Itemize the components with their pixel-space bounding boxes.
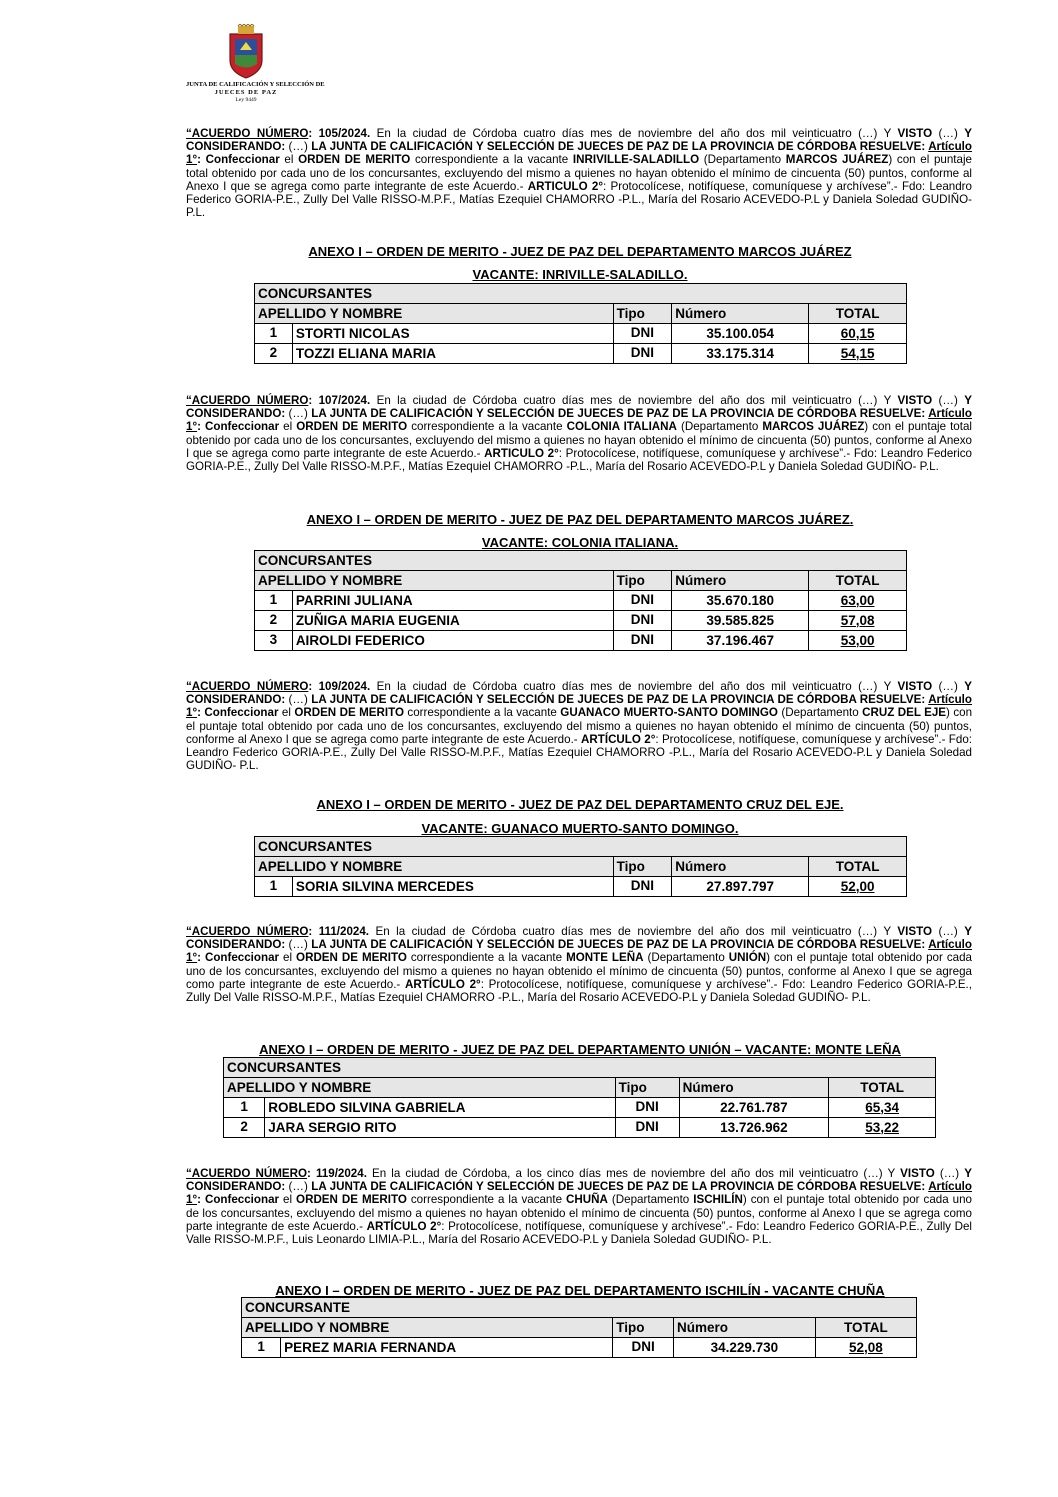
paragraph-run: (…) (285, 693, 312, 707)
paragraph-run: MARCOS JUÁREZ (762, 420, 865, 434)
total-column-header: TOTAL (809, 857, 907, 877)
dni-cell: 22.761.787 (679, 1098, 829, 1118)
paragraph-run: ORDEN DE MERITO (296, 951, 407, 965)
merit-table (223, 1057, 936, 1138)
paragraph-run: (…) (932, 925, 965, 938)
name-column-header: APELLIDO Y NOMBRE (224, 1078, 616, 1098)
paragraph-run: Artículo 1° (186, 407, 972, 434)
logo-line-3: Ley 9449 (235, 97, 257, 103)
anexo-title: ANEXO I – ORDEN DE MERITO - JUEZ DE PAZ DEL DEPARTAMENTO MARCOS JUÁREZ (308, 244, 852, 259)
rank-cell: 1 (255, 877, 293, 897)
dni-cell: 27.897.797 (672, 877, 809, 897)
paragraph-run: : 109/2024. (308, 680, 371, 693)
paragraph-run: (…) (932, 680, 965, 693)
table-row (255, 631, 907, 651)
tipo-cell: DNI (613, 324, 672, 344)
tipo-column-header: Tipo (615, 1078, 679, 1098)
paragraph-run: En la ciudad de Córdoba cuatro días mes de noviembre del año dos mil veinticuatro (…) Y (370, 127, 898, 140)
paragraph-run: En la ciudad de Córdoba cuatro días mes de noviembre del año dos mil veinticuatro (…) Y (369, 925, 898, 938)
tipo-cell: DNI (613, 1338, 674, 1358)
vacante-title: VACANTE: COLONIA ITALIANA. (481, 535, 679, 550)
merit-table (254, 283, 907, 364)
concursantes-header: CONCURSANTE (242, 1298, 917, 1318)
paragraph-run: Artículo 1° (186, 938, 972, 965)
paragraph-run: (Departamento (607, 1193, 694, 1207)
name-column-header: APELLIDO Y NOMBRE (255, 857, 614, 877)
paragraph-run: : 111/2024. (308, 925, 370, 938)
paragraph-run: ORDEN DE MERITO (298, 153, 411, 167)
numero-column-header: Número (679, 1078, 829, 1098)
paragraph-run: UNIÓN (728, 951, 767, 965)
paragraph-run: (Departamento (676, 420, 763, 434)
paragraph-run: (…) (285, 140, 312, 154)
concursantes-header: CONCURSANTES (255, 837, 907, 857)
logo-line-1: JUNTA DE CALIFICACIÓN Y SELECCIÓN DE (186, 81, 325, 88)
paragraph-run: MARCOS JUÁREZ (785, 153, 889, 167)
numero-column-header: Número (672, 304, 809, 324)
paragraph-run: ORDEN DE MERITO (296, 420, 408, 434)
concursantes-header: CONCURSANTES (255, 551, 907, 571)
merit-table (241, 1297, 917, 1358)
table-header-row (255, 284, 907, 304)
tipo-column-header: Tipo (613, 1318, 674, 1338)
paragraph-run: LA JUNTA DE CALIFICACIÓN Y SELECCIÓN DE JUECES DE PAZ DE LA PROVINCIA DE CÓRDOBA RESUELVE: (311, 938, 929, 952)
paragraph-run: VISTO (897, 680, 933, 693)
anexo-title: ANEXO I – ORDEN DE MERITO - JUEZ DE PAZ DEL DEPARTAMENTO MARCOS JUÁREZ. (306, 512, 854, 527)
paragraph-run: VISTO (897, 127, 933, 140)
table-header-row (255, 837, 907, 857)
paragraph-run: ARTÍCULO 2° (581, 732, 656, 746)
paragraph-run: (Departamento (643, 951, 729, 965)
rank-cell: 1 (242, 1338, 281, 1358)
paragraph-run: : 105/2024. (308, 127, 371, 140)
paragraph-run: : Protocolícese, notifíquese, comuníquese y archívese”.- Fdo: Leandro Federico GORIA-P.E., Zully Del Valle RISSO-M.P.F., Luis Leonardo LIMIA-P.L., María del Rosario ACEVEDO-P.L y Daniela Soledad GUDIÑO- P.L. (186, 1219, 973, 1247)
dni-cell: 34.229.730 (673, 1338, 815, 1358)
paragraph-run: (…) (934, 1167, 965, 1180)
table-row (255, 611, 907, 631)
total-cell: 65,34 (829, 1098, 936, 1118)
paragraph-run: : Confeccionar (197, 420, 280, 434)
total-cell: 53,00 (809, 631, 907, 651)
rank-cell: 2 (255, 611, 293, 631)
dni-cell: 39.585.825 (672, 611, 809, 631)
name-column-header: APELLIDO Y NOMBRE (255, 571, 614, 591)
paragraph-run: ) con el puntaje total obtenido por cada uno de los concursantes, excluyendo del mismo a quienes no hayan obtenido el mínimo de cincuenta (50) puntos, conforme al Anexo I que se agrega como parte integrante de este Acuerdo.- (186, 951, 972, 991)
name-cell: TOZZI ELIANA MARIA (292, 344, 613, 364)
paragraph-run: (…) (932, 394, 965, 407)
vacante-title: VACANTE: GUANACO MUERTO-SANTO DOMINGO. (421, 821, 739, 836)
paragraph-run: : Confeccionar (197, 706, 279, 720)
paragraph-run: “ACUERDO NÚMERO (186, 1167, 308, 1180)
total-column-header: TOTAL (829, 1078, 936, 1098)
table-header-row (242, 1298, 917, 1318)
paragraph-run: Y CONSIDERANDO: (186, 394, 972, 421)
merit-table (254, 550, 907, 651)
paragraph-run: ORDEN DE MERITO (294, 706, 404, 720)
total-cell: 52,00 (809, 877, 907, 897)
paragraph-run: En la ciudad de Córdoba cuatro días mes de noviembre del año dos mil veinticuatro (…) Y (370, 394, 898, 407)
column-header-row (242, 1318, 917, 1338)
numero-column-header: Número (672, 571, 809, 591)
acuerdo-paragraph (186, 1167, 972, 1246)
paragraph-run: CHUÑA (566, 1193, 608, 1207)
paragraph-run: : Protocolícese, notifíquese, comuníquese y archívese”.- Fdo: Leandro Federico GORIA-P.E., Zully Del Valle RISSO-M.P.F., Matías Ezequiel CHAMORRO -P.L., María del Rosario ACEVEDO-P.L y Daniela Soledad GUDIÑO- P.L. (186, 977, 972, 1005)
paragraph-run: el (279, 1193, 297, 1207)
paragraph-run: : Confeccionar (197, 153, 280, 167)
paragraph-run: LA JUNTA DE CALIFICACIÓN Y SELECCIÓN DE JUECES DE PAZ DE LA PROVINCIA DE CÓRDOBA RESUELVE: (311, 407, 929, 421)
column-header-row (255, 571, 907, 591)
paragraph-run: correspondiente a la vacante (407, 420, 567, 434)
tipo-column-header: Tipo (613, 857, 672, 877)
column-header-row (255, 304, 907, 324)
name-cell: AIROLDI FEDERICO (292, 631, 613, 651)
paragraph-run: LA JUNTA DE CALIFICACIÓN Y SELECCIÓN DE JUECES DE PAZ DE LA PROVINCIA DE CÓRDOBA RESUELVE: (311, 693, 929, 707)
paragraph-run: Artículo 1° (186, 693, 972, 720)
name-column-header: APELLIDO Y NOMBRE (255, 304, 614, 324)
paragraph-run: Artículo 1° (186, 1180, 972, 1207)
total-cell: 52,08 (815, 1338, 916, 1358)
rank-cell: 3 (255, 631, 293, 651)
column-header-row (255, 857, 907, 877)
paragraph-run: MONTE LEÑA (566, 951, 644, 965)
paragraph-run: el (278, 706, 295, 720)
dni-cell: 33.175.314 (672, 344, 809, 364)
paragraph-run: : Protocolícese, notifíquese, comuníquese y archívese”.- Fdo: Leandro Federico GORIA-P.E., Zully Del Valle RISSO-M.P.F., Matías Ezequiel CHAMORRO -P.L., María del Rosario ACEVEDO-P.L y Daniela Soledad GUDIÑO- P.L. (186, 732, 972, 773)
paragraph-run: (Departamento (777, 706, 863, 720)
tipo-cell: DNI (615, 1098, 679, 1118)
paragraph-run: LA JUNTA DE CALIFICACIÓN Y SELECCIÓN DE JUECES DE PAZ DE LA PROVINCIA DE CÓRDOBA RESUELVE: (311, 1180, 929, 1194)
table-row (242, 1338, 917, 1358)
paragraph-run: (…) (285, 1180, 312, 1194)
paragraph-run: En la ciudad de Córdoba, a los cinco días mes de noviembre del año dos mil veinticuatro (…) Y (366, 1167, 901, 1180)
paragraph-run: CRUZ DEL EJE (862, 706, 947, 720)
paragraph-run: ARTICULO 2° (527, 179, 603, 193)
paragraph-run: Y CONSIDERANDO: (186, 925, 972, 952)
dni-cell: 35.100.054 (672, 324, 809, 344)
paragraph-run: el (279, 420, 297, 434)
total-column-header: TOTAL (809, 571, 907, 591)
concursantes-header: CONCURSANTES (255, 284, 907, 304)
tipo-cell: DNI (613, 611, 672, 631)
paragraph-run: (…) (285, 407, 312, 421)
table-row (255, 344, 907, 364)
name-cell: PEREZ MARIA FERNANDA (281, 1338, 613, 1358)
paragraph-run: : Confeccionar (197, 1193, 280, 1207)
paragraph-run: “ACUERDO NÚMERO (186, 127, 309, 140)
paragraph-run: COLONIA ITALIANA (566, 420, 677, 434)
rank-cell: 2 (255, 344, 293, 364)
total-cell: 60,15 (809, 324, 907, 344)
paragraph-run: “ACUERDO NÚMERO (186, 680, 309, 693)
paragraph-run: : Confeccionar (197, 951, 280, 965)
tipo-cell: DNI (613, 877, 672, 897)
table-row (255, 591, 907, 611)
total-cell: 54,15 (809, 344, 907, 364)
name-cell: STORTI NICOLAS (292, 324, 613, 344)
paragraph-run: el (279, 951, 297, 965)
paragraph-run: el (279, 153, 299, 167)
paragraph-run: VISTO (900, 1167, 935, 1180)
rank-cell: 2 (224, 1118, 265, 1138)
tipo-column-header: Tipo (613, 571, 672, 591)
paragraph-run: VISTO (897, 925, 932, 938)
paragraph-run: : 119/2024. (307, 1167, 367, 1180)
name-cell: JARA SERGIO RITO (265, 1118, 615, 1138)
table-row (255, 877, 907, 897)
table-row (255, 324, 907, 344)
name-cell: ROBLEDO SILVINA GABRIELA (265, 1098, 615, 1118)
paragraph-run: Y CONSIDERANDO: (186, 127, 972, 154)
anexo-title: ANEXO I – ORDEN DE MERITO - JUEZ DE PAZ DEL DEPARTAMENTO ISCHILÍN - VACANTE CHUÑA (275, 1283, 885, 1298)
paragraph-run: ARTÍCULO 2° (405, 977, 481, 991)
paragraph-run: : 107/2024. (308, 394, 371, 407)
paragraph-run: “ACUERDO NÚMERO (186, 394, 309, 407)
anexo-title: ANEXO I – ORDEN DE MERITO - JUEZ DE PAZ DEL DEPARTAMENTO CRUZ DEL EJE. (316, 797, 844, 812)
paragraph-run: correspondiente a la vacante (406, 1193, 567, 1207)
logo-line-2: JUECES DE PAZ (214, 89, 278, 96)
tipo-cell: DNI (613, 344, 672, 364)
paragraph-run: ) con el puntaje total obtenido por cada uno de los concursantes, excluyendo del mismo a quienes no hayan obtenido el mínimo de cincuenta (50) puntos, conforme al Anexo I que se agrega como parte integrante de este Acuerdo.- (186, 706, 973, 746)
paragraph-run: “ACUERDO NÚMERO (186, 925, 309, 938)
junta-logo (186, 24, 325, 104)
total-cell: 57,08 (809, 611, 907, 631)
numero-column-header: Número (672, 857, 809, 877)
paragraph-run: ARTÍCULO 2° (366, 1219, 442, 1233)
concursantes-header: CONCURSANTES (224, 1058, 936, 1078)
table-header-row (224, 1058, 936, 1078)
dni-cell: 37.196.467 (672, 631, 809, 651)
rank-cell: 1 (224, 1098, 265, 1118)
name-cell: SORIA SILVINA MERCEDES (292, 877, 613, 897)
paragraph-run: ARTICULO 2° (484, 446, 559, 460)
dni-cell: 35.670.180 (672, 591, 809, 611)
acuerdo-paragraph (186, 680, 972, 772)
vacante-title: VACANTE: INRIVILLE-SALADILLO. (472, 267, 688, 282)
name-cell: ZUÑIGA MARIA EUGENIA (292, 611, 613, 631)
total-cell: 53,22 (829, 1118, 936, 1138)
acuerdo-paragraph (186, 925, 972, 1004)
paragraph-run: ) con el puntaje total obtenido por cada uno de los concursantes, excluyendo del mismo a quienes no hayan obtenido el mínimo de cincuenta (50) puntos, conforme al Anexo I que se agrega como parte integrante de este Acuerdo.- (186, 420, 973, 460)
total-column-header: TOTAL (809, 304, 907, 324)
table-row (224, 1118, 936, 1138)
paragraph-run: : Protocolícese, notifíquese, comuníquese y archívese”.- Fdo: Leandro Federico GORIA-P.E., Zully Del Valle RISSO-M.P.F., Matías Ezequiel CHAMORRO -P.L., María del Rosario ACEVEDO-P.L y Daniela Soledad GUDIÑO- P.L. (186, 179, 972, 220)
tipo-cell: DNI (615, 1118, 679, 1138)
paragraph-run: Artículo 1° (186, 140, 972, 167)
paragraph-run: ISCHILÍN (693, 1193, 743, 1207)
table-row (224, 1098, 936, 1118)
numero-column-header: Número (673, 1318, 815, 1338)
column-header-row (224, 1078, 936, 1098)
paragraph-run: ) con el puntaje total obtenido por cada uno de los concursantes, excluyendo del mismo a quienes no hayan obtenido el mínimo de cincuenta (50) puntos, conforme al Anexo I que se agrega como parte integrante de este Acuerdo.- (186, 153, 972, 193)
acuerdo-paragraph (186, 127, 972, 219)
paragraph-run: LA JUNTA DE CALIFICACIÓN Y SELECCIÓN DE JUECES DE PAZ DE LA PROVINCIA DE CÓRDOBA RESUELVE: (311, 140, 929, 154)
paragraph-run: (…) (932, 127, 965, 140)
rank-cell: 1 (255, 591, 293, 611)
total-column-header: TOTAL (815, 1318, 916, 1338)
tipo-cell: DNI (613, 631, 672, 651)
paragraph-run: : Protocolícese, notifíquese, comuníquese y archívese”.- Fdo: Leandro Federico GORIA-P.E., Zully Del Valle RISSO-M.P.F., Matías Ezequiel CHAMORRO -P.L., María del Rosario ACEVEDO-P.L y Daniela Soledad GUDIÑO- P.L. (186, 446, 972, 474)
rank-cell: 1 (255, 324, 293, 344)
name-column-header: APELLIDO Y NOMBRE (242, 1318, 613, 1338)
anexo-title: ANEXO I – ORDEN DE MERITO - JUEZ DE PAZ DEL DEPARTAMENTO UNIÓN – VACANTE: MONTE LEÑA (259, 1042, 901, 1057)
paragraph-run: correspondiente a la vacante (404, 706, 561, 720)
acuerdo-paragraph (186, 394, 972, 473)
paragraph-run: ) con el puntaje total obtenido por cada uno de los concursantes, excluyendo del mismo a quienes no hayan obtenido el mínimo de cincuenta (50) puntos, conforme al Anexo I que se agrega como parte integrante de este Acuerdo.- (186, 1193, 973, 1233)
paragraph-run: Y CONSIDERANDO: (186, 1167, 972, 1194)
paragraph-run: En la ciudad de Córdoba cuatro días mes de noviembre del año dos mil veinticuatro (…) Y (370, 680, 898, 693)
paragraph-run: Y CONSIDERANDO: (186, 680, 972, 707)
total-cell: 63,00 (809, 591, 907, 611)
tipo-cell: DNI (613, 591, 672, 611)
dni-cell: 13.726.962 (679, 1118, 829, 1138)
paragraph-run: GUANACO MUERTO-SANTO DOMINGO (560, 706, 778, 720)
paragraph-run: ORDEN DE MERITO (296, 1193, 407, 1207)
merit-table (254, 836, 907, 897)
paragraph-run: correspondiente a la vacante (410, 153, 573, 167)
name-cell: PARRINI JULIANA (292, 591, 613, 611)
paragraph-run: correspondiente a la vacante (406, 951, 567, 965)
tipo-column-header: Tipo (613, 304, 672, 324)
coat-of-arms-icon (226, 24, 266, 80)
paragraph-run: (Departamento (699, 153, 786, 167)
paragraph-run: (…) (285, 938, 312, 952)
table-header-row (255, 551, 907, 571)
paragraph-run: VISTO (897, 394, 933, 407)
paragraph-run: INRIVILLE-SALADILLO (572, 153, 700, 167)
